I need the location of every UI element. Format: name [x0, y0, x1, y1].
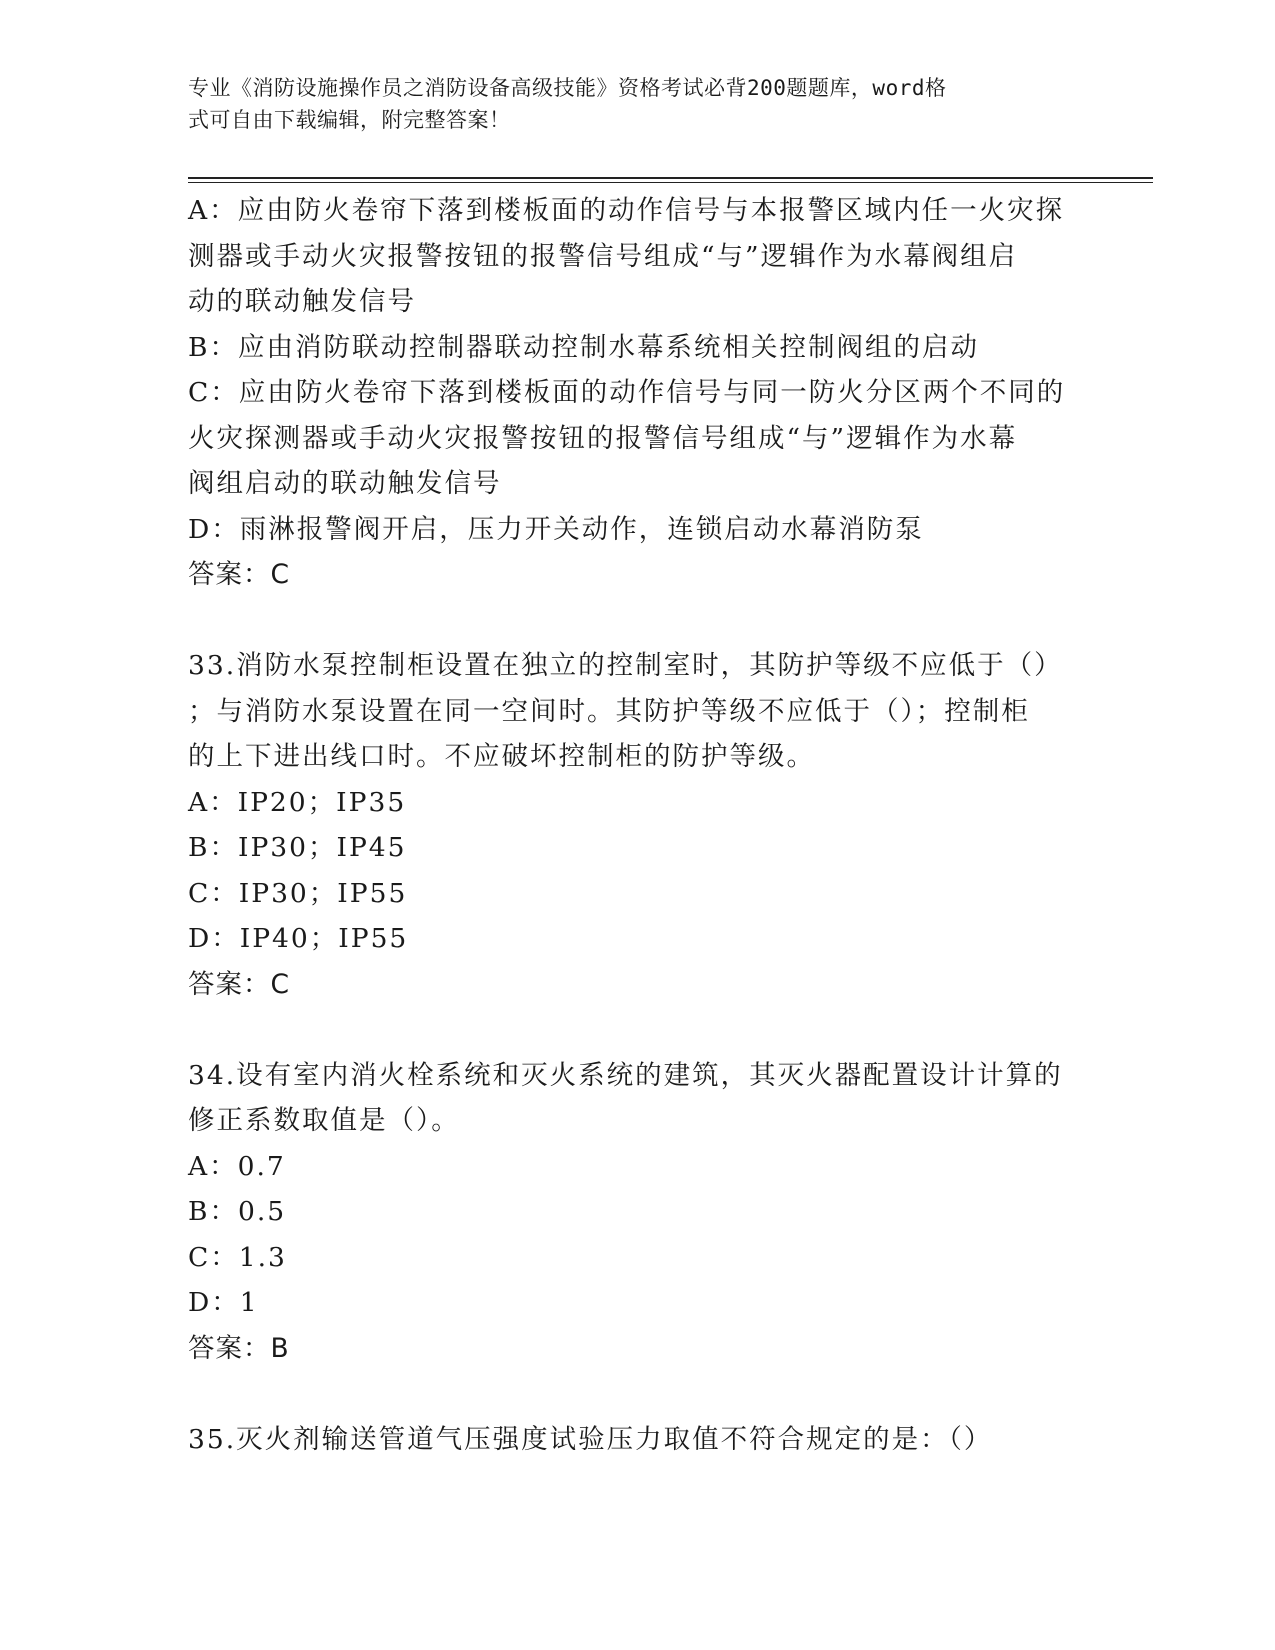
- question-stem-line: 的上下进出线口时。不应破坏控制柜的防护等级。: [188, 741, 815, 772]
- spacer: [188, 598, 1088, 644]
- question-35: [188, 1417, 1088, 1463]
- option-line: 测器或手动火灾报警按钮的报警信号组成“与”逻辑作为水幕阀组启: [188, 240, 1018, 272]
- question-stem-line: ；与消防水泵设置在同一空间时。其防护等级不应低于（）；控制柜: [188, 695, 1030, 727]
- option-d: D：IP40；IP55: [188, 923, 409, 954]
- option-line: A：应由防火卷帘下落到楼板面的动作信号与本报警区域内任一火灾探: [188, 195, 1065, 226]
- header-rule-thick: [188, 177, 1153, 179]
- option-line: 火灾探测器或手动火灾报警按钮的报警信号组成“与”逻辑作为水幕: [188, 422, 1018, 454]
- option-a: A：0.7: [188, 1150, 286, 1182]
- option-c: C：IP30；IP55: [188, 877, 408, 909]
- option-b: B：0.5: [188, 1196, 287, 1227]
- answer: 答案：B: [188, 1332, 290, 1364]
- question-stem-line: 33.消防水泵控制柜设置在独立的控制室时，其防护等级不应低于（）: [188, 650, 1063, 681]
- option-c: [188, 370, 1088, 507]
- option-c: C：1.3: [188, 1241, 287, 1273]
- question-list: [188, 188, 1088, 1462]
- option-b: B：应由消防联动控制器联动控制水幕系统相关控制阀组的启动: [188, 331, 979, 363]
- question-33: [188, 643, 1088, 1007]
- question-stem-line: 34.设有室内消火栓系统和灭火系统的建筑，其灭火器配置设计计算的: [188, 1059, 1063, 1091]
- option-d: D：1: [188, 1287, 259, 1318]
- spacer: [188, 1007, 1088, 1053]
- option-line: C：应由防火卷帘下落到楼板面的动作信号与同一防火分区两个不同的: [188, 377, 1066, 408]
- option-d: D：雨淋报警阀开启，压力开关动作，连锁启动水幕消防泵: [188, 513, 924, 545]
- option-line: 动的联动触发信号: [188, 286, 416, 317]
- question-32: [188, 188, 1088, 598]
- option-a: [188, 188, 1088, 325]
- question-stem-line: 修正系数取值是（）。: [188, 1105, 460, 1136]
- option-b: B：IP30；IP45: [188, 832, 407, 863]
- question-34: [188, 1053, 1088, 1372]
- answer: 答案：C: [188, 968, 291, 1000]
- question-stem-line: 35.灭火剂输送管道气压强度试验压力取值不符合规定的是：（）: [188, 1423, 993, 1455]
- option-a: A：IP20；IP35: [188, 786, 407, 818]
- document-header: [188, 72, 1068, 136]
- header-line: 专业《消防设施操作员之消防设备高级技能》资格考试必背200题题库，word格: [188, 76, 947, 100]
- answer: 答案：C: [188, 559, 291, 590]
- option-line: 阀组启动的联动触发信号: [188, 468, 502, 499]
- header-line: 式可自由下载编辑，附完整答案！: [188, 108, 511, 132]
- header-rule-thin: [188, 182, 1153, 183]
- spacer: [188, 1371, 1088, 1417]
